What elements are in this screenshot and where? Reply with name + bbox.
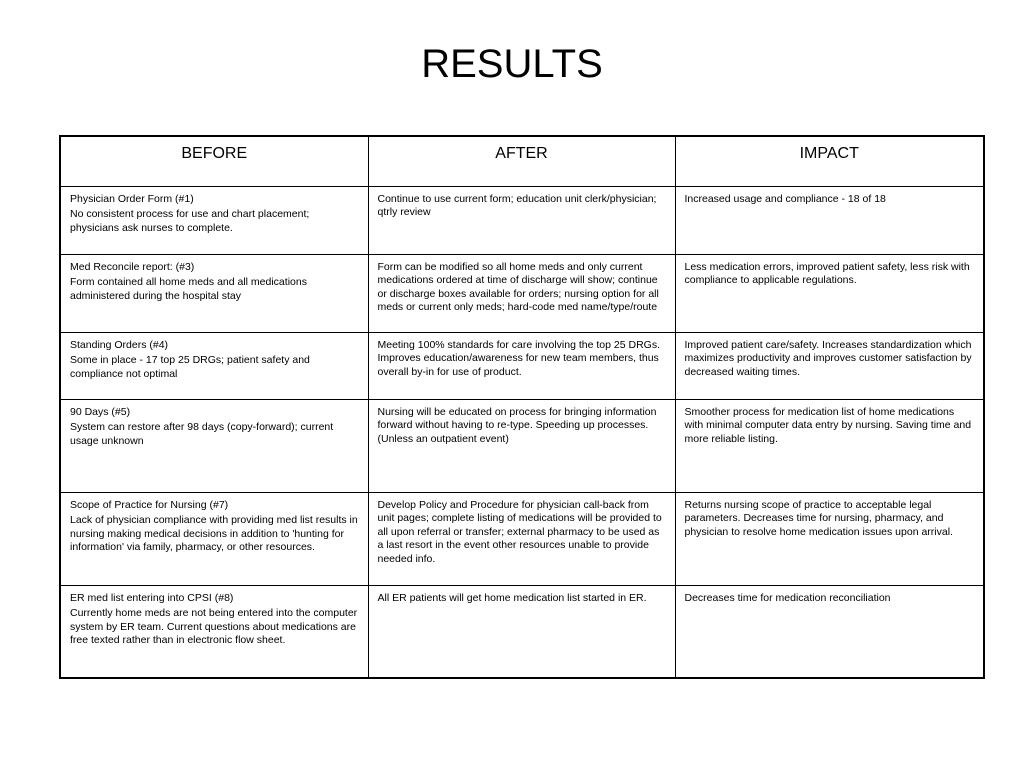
impact-cell: Decreases time for medication reconciliation [675,585,984,678]
impact-cell: Increased usage and compliance - 18 of 18 [675,186,984,254]
before-cell [60,492,368,585]
before-heading: Physician Order Form (#1) [70,192,194,205]
impact-cell: Smoother process for medication list of home medications with minimal computer data entry by nursing. Saving time and more reliable listing. [675,399,984,492]
table-row [60,585,984,678]
after-cell: Continue to use current form; education unit clerk/physician; qtrly review [368,186,675,254]
after-cell: Form can be modified so all home meds and only current medications ordered at time of discharge will show; continue or discharge boxes available for orders; nursing option for all meds or current only meds; hard-code med name/type/route [368,254,675,332]
before-text: Form contained all home meds and all medications administered during the hospital stay [70,276,307,302]
after-cell: All ER patients will get home medication list started in ER. [368,585,675,678]
before-cell [60,585,368,678]
before-text: Currently home meds are not being entered into the computer system by ER team. Current questions about medications are free texted rather than in electronic flow sheet. [70,607,358,647]
before-text: No consistent process for use and chart placement; physicians ask nurses to complete. [70,208,310,234]
after-cell: Nursing will be educated on process for bringing information forward without having to re-type. Speeding up processes. (Unless an outpatient event) [368,399,675,492]
impact-cell: Less medication errors, improved patient safety, less risk with compliance to applicable regulations. [675,254,984,332]
table-row [60,186,984,254]
before-heading: Med Reconcile report: (#3) [70,260,195,273]
before-heading: ER med list entering into CPSI (#8) [70,591,234,604]
before-cell [60,399,368,492]
impact-cell: Returns nursing scope of practice to acceptable legal parameters. Decreases time for nursing, pharmacy, and physician to resolve home medication issues upon arrival. [675,492,984,585]
results-table [59,135,985,679]
column-header-before: BEFORE [60,136,368,186]
before-text: Lack of physician compliance with providing med list results in nursing making medical decisions in addition to 'hunting for information' via family, pharmacy, or other resources. [70,514,358,554]
table-row [60,492,984,585]
before-text: System can restore after 98 days (copy-forward); current usage unknown [70,421,334,447]
column-header-after: AFTER [368,136,675,186]
before-cell [60,254,368,332]
column-header-impact: IMPACT [675,136,984,186]
before-heading: 90 Days (#5) [70,405,131,418]
before-text: Some in place - 17 top 25 DRGs; patient safety and compliance not optimal [70,354,310,380]
before-cell [60,186,368,254]
impact-cell: Improved patient care/safety. Increases standardization which maximizes productivity and improves customer satisfaction by decreased waiting times. [675,332,984,399]
page-title: RESULTS [421,42,603,86]
table-header-row [60,136,984,186]
table-row [60,254,984,332]
table-row [60,399,984,492]
before-cell [60,332,368,399]
after-cell: Develop Policy and Procedure for physician call-back from unit pages; complete listing of medications will be provided to all upon referral or transfer; external pharmacy to be used as a last resort in the event other resources unable to provide needed info. [368,492,675,585]
after-cell: Meeting 100% standards for care involving the top 25 DRGs. Improves education/awareness for new team members, thus overall by-in for use of product. [368,332,675,399]
before-heading: Standing Orders (#4) [70,338,169,351]
before-heading: Scope of Practice for Nursing (#7) [70,498,229,511]
table-row [60,332,984,399]
